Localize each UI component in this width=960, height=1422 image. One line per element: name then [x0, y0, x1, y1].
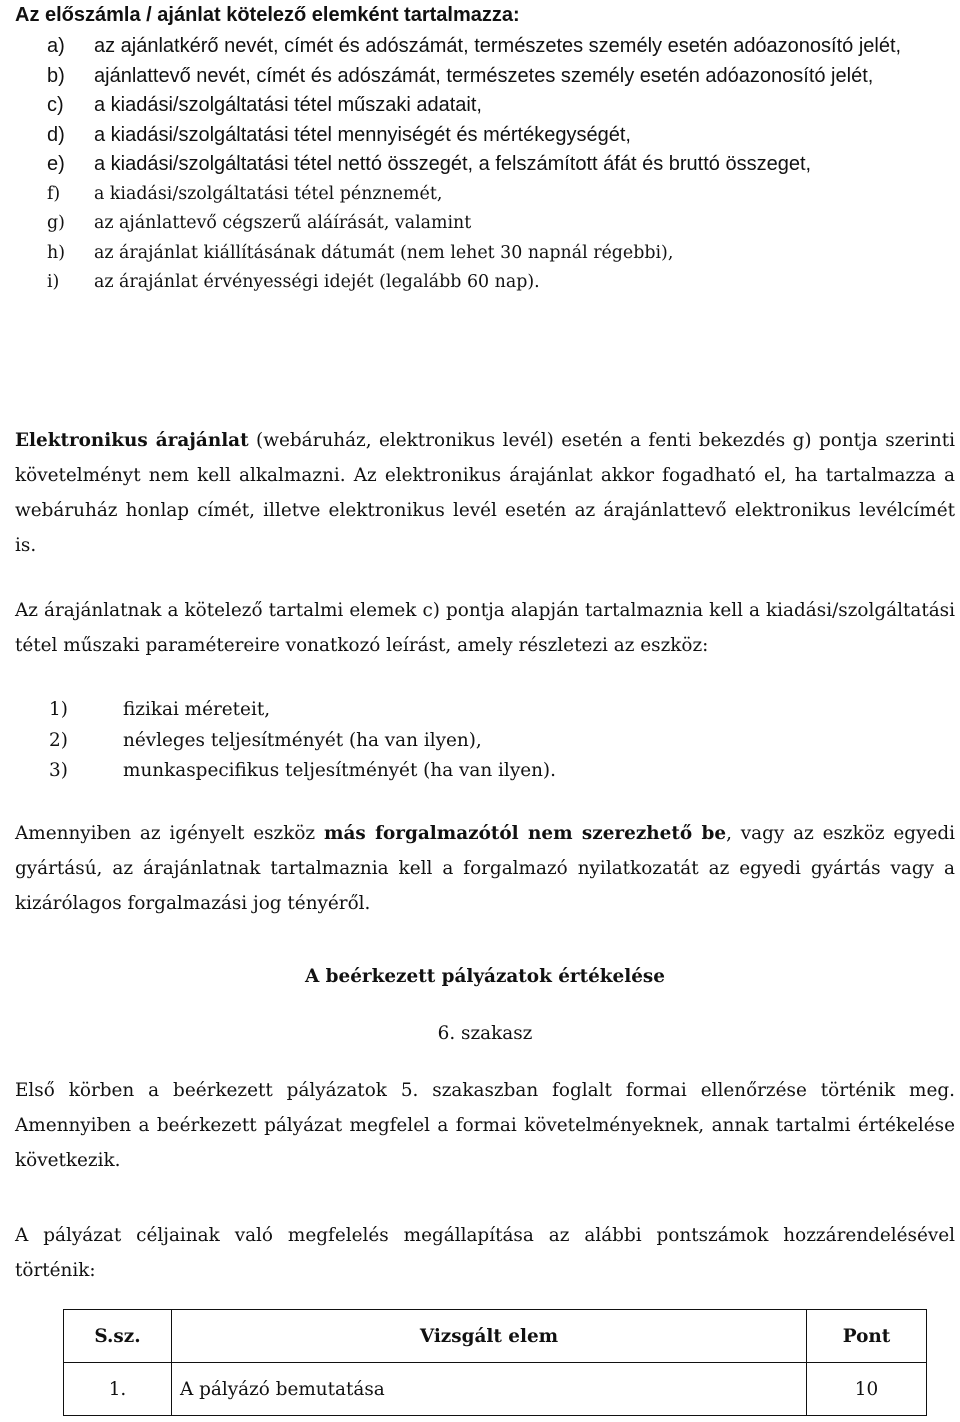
section-number: 6. szakasz	[437, 1023, 533, 1044]
list-item-text: a kiadási/szolgáltatási tétel nettó összegét, a felszámított áfát és bruttó összeget,	[94, 153, 812, 175]
electronic-offer-bold: Elektronikus árajánlat	[15, 430, 249, 451]
list-item	[47, 268, 941, 298]
list-item-text: a kiadási/szolgáltatási tétel mennyiségét és mértékegységét,	[94, 123, 631, 146]
technical-list	[49, 695, 929, 787]
table-cell: 1.	[64, 1363, 172, 1416]
list-item	[49, 695, 929, 726]
list-item-text: munkaspecifikus teljesítményét (ha van ilyen).	[123, 760, 556, 781]
list-item	[47, 121, 941, 151]
table-cell: 10	[807, 1363, 927, 1416]
requirements-list	[47, 32, 941, 298]
list-marker: e)	[47, 153, 65, 175]
list-marker: f)	[47, 183, 61, 204]
list-marker: c)	[47, 94, 64, 116]
list-item-text: névleges teljesítményét (ha van ilyen),	[123, 729, 482, 751]
electronic-offer-text: (webáruház, elektronikus levél) esetén a fenti bekezdés g) pontja szerinti követelményt nem kell alkalmazni. Az elektronikus árajánlat akkor fogadható el, ha tartalmazza a webáruház honlap címét, illetve elektronikus levél esetén az árajánlattevő elektronikus levélcímét is.	[15, 430, 955, 556]
list-marker: 2)	[49, 729, 68, 751]
list-marker: 1)	[49, 699, 68, 720]
table-row	[64, 1363, 927, 1416]
table-header-cell: Pont	[807, 1310, 927, 1363]
list-item-text: az árajánlat érvényességi idejét (legalább 60 nap).	[94, 272, 540, 292]
list-item-text: az ajánlattevő cégszerű aláírását, valamint	[94, 213, 472, 233]
electronic-offer-paragraph	[15, 423, 955, 563]
table-header-cell: Vizsgált elem	[172, 1310, 807, 1363]
list-item-text: fizikai méreteit,	[123, 699, 271, 720]
scoring-intro-paragraph: A pályázat céljainak való megfelelés megállapítása az alábbi pontszámok hozzárendelésével történik:	[15, 1225, 955, 1281]
table-cell: A pályázó bemutatása	[172, 1363, 807, 1416]
list-item	[47, 32, 941, 62]
evaluation-paragraph: Első körben a beérkezett pályázatok 5. szakaszban foglalt formai ellenőrzése történik meg. Amennyiben a beérkezett pályázat megfelel a formai követelményeknek, annak tartalmi értékelése következik.	[15, 1080, 955, 1171]
table-header-cell: S.sz.	[64, 1310, 172, 1363]
exclusive-post-text: , vagy az eszköz egyedi gyártású, az árajánlatnak tartalmaznia kell a forgalmazó nyilatkozatát az egyedi gyártás vagy a kizárólagos forgalmazási jog tényéről.	[15, 823, 956, 914]
list-marker: h)	[47, 242, 65, 263]
exclusive-pre-text: Amennyiben az igényelt eszköz	[15, 823, 324, 844]
intro-title: Az előszámla / ajánlat kötelező elemként tartalmazza:	[15, 4, 520, 26]
list-marker: i)	[47, 272, 60, 292]
list-item-text: az ajánlatkérő nevét, címét és adószámát, természetes személy esetén adóazonosító jelét,	[94, 35, 902, 57]
list-item-text: az árajánlat kiállításának dátumát (nem lehet 30 napnál régebbi),	[94, 242, 674, 263]
list-item	[47, 62, 941, 92]
list-marker: g)	[47, 213, 65, 233]
list-marker: a)	[47, 35, 65, 57]
list-marker: 3)	[49, 760, 68, 781]
table-header-row	[64, 1310, 927, 1363]
list-item	[47, 180, 941, 210]
scoring-table	[63, 1309, 927, 1416]
list-item	[49, 726, 929, 757]
list-item-text: a kiadási/szolgáltatási tétel műszaki adatait,	[94, 94, 482, 116]
list-marker: b)	[47, 64, 65, 87]
list-item-text: a kiadási/szolgáltatási tétel pénznemét,	[94, 183, 443, 204]
technical-paragraph: Az árajánlatnak a kötelező tartalmi elemek c) pontja alapján tartalmaznia kell a kiadási/szolgáltatási tétel műszaki paramétereire vonatkozó leírást, amely részletezi az eszköz:	[15, 600, 955, 656]
list-item	[47, 150, 941, 180]
list-item-text: ajánlattevő nevét, címét és adószámát, természetes személy esetén adóazonosító jelét,	[94, 64, 874, 87]
list-item	[47, 239, 941, 269]
exclusive-bold-text: más forgalmazótól nem szerezhető be	[323, 823, 727, 844]
list-item	[49, 756, 929, 787]
list-item	[47, 91, 941, 121]
list-item	[47, 209, 941, 239]
list-marker: d)	[47, 123, 65, 146]
exclusive-supplier-paragraph	[15, 816, 955, 921]
evaluation-heading: A beérkezett pályázatok értékelése	[304, 966, 665, 987]
